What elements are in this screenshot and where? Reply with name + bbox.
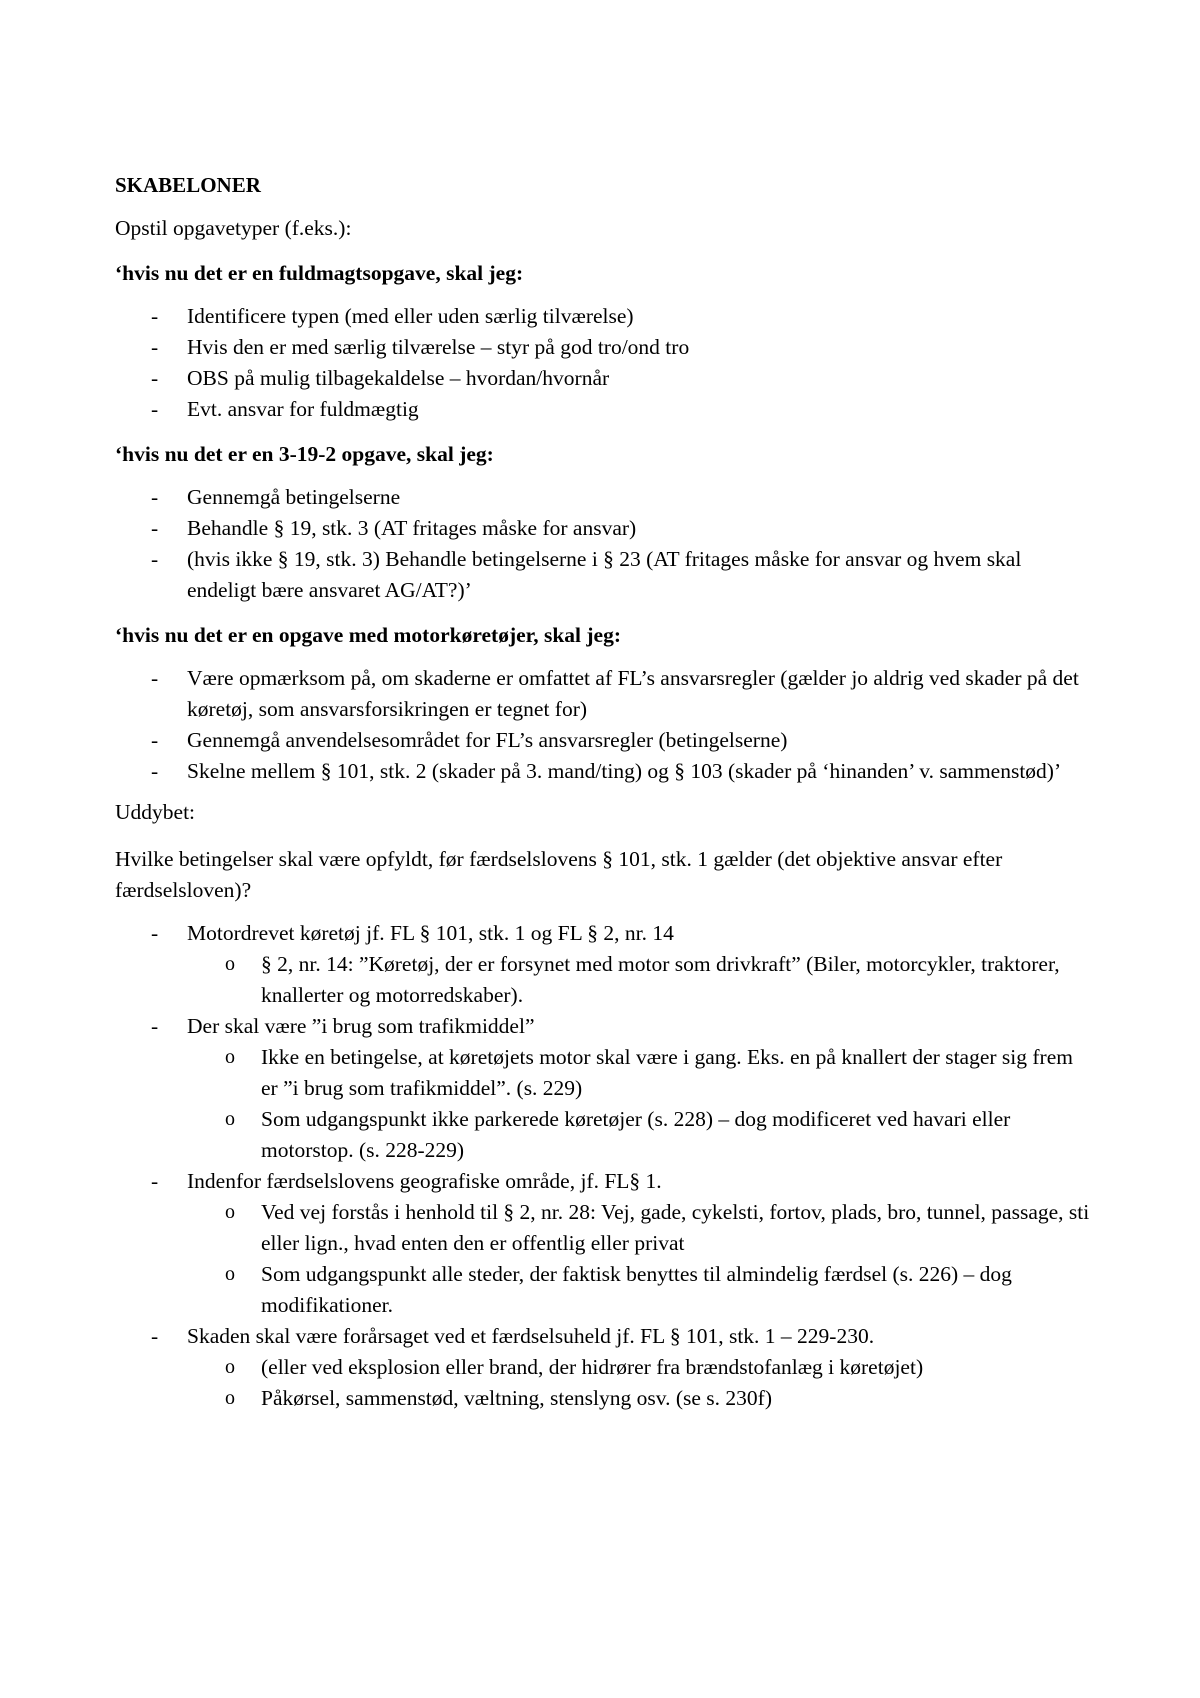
- sub-item-text: Påkørsel, sammenstød, væltning, stenslyng osv. (se s. 230f): [261, 1386, 772, 1410]
- dash-marker: -: [151, 1324, 159, 1348]
- list-item-text: Evt. ansvar for fuldmægtig: [187, 397, 419, 421]
- list-item: [115, 301, 1095, 332]
- sub-list: [187, 949, 1095, 1011]
- condition-item: [115, 1011, 1095, 1166]
- section-list-motorkoeretoejer: [115, 663, 1095, 787]
- condition-text: Indenfor færdselslovens geografiske område, jf. FL§ 1.: [187, 1169, 662, 1193]
- section-heading-3-19-2: ‘hvis nu det er en 3-19-2 opgave, skal jeg:: [115, 442, 494, 466]
- circle-bullet-icon: o: [225, 953, 235, 975]
- circle-bullet-icon: o: [225, 1108, 235, 1130]
- dash-marker: -: [151, 728, 159, 752]
- list-item: [115, 725, 1095, 756]
- condition-text: Skaden skal være forårsaget ved et færdselsuheld jf. FL § 101, stk. 1 – 229-230.: [187, 1324, 875, 1348]
- question-paragraph: Hvilke betingelser skal være opfyldt, før færdselslovens § 101, stk. 1 gælder (det objektive ansvar efter færdselsloven)?: [115, 847, 1003, 902]
- dash-marker: -: [151, 759, 159, 783]
- list-item-text: Være opmærksom på, om skaderne er omfattet af FL’s ansvarsregler (gælder jo aldrig ved skader på det køretøj, som ansvarsforsikringen er tegnet for): [187, 666, 1079, 721]
- sub-list: [187, 1352, 1095, 1414]
- sub-item-text: Ved vej forstås i henhold til § 2, nr. 28: Vej, gade, cykelsti, fortov, plads, bro, tunnel, passage, sti eller lign., hvad enten den er offentlig eller privat: [261, 1200, 1090, 1255]
- section-list-3-19-2: [115, 482, 1095, 606]
- list-item: [115, 544, 1095, 606]
- sub-item-text: § 2, nr. 14: ”Køretøj, der er forsynet med motor som drivkraft” (Biler, motorcykler, traktorer, knallerter og motorredskaber).: [261, 952, 1060, 1007]
- list-item: [115, 513, 1095, 544]
- list-item: [115, 394, 1095, 425]
- section-heading-fuldmagt: ‘hvis nu det er en fuldmagtsopgave, skal jeg:: [115, 261, 524, 285]
- dash-marker: -: [151, 397, 159, 421]
- circle-bullet-icon: o: [225, 1356, 235, 1378]
- circle-bullet-icon: o: [225, 1046, 235, 1068]
- circle-bullet-icon: o: [225, 1201, 235, 1223]
- list-item-text: Behandle § 19, stk. 3 (AT fritages måske for ansvar): [187, 516, 637, 540]
- dash-marker: -: [151, 366, 159, 390]
- condition-item: [115, 1166, 1095, 1321]
- uddybet-label: Uddybet:: [115, 800, 196, 824]
- condition-text: Motordrevet køretøj jf. FL § 101, stk. 1 og FL § 2, nr. 14: [187, 921, 674, 945]
- list-item-text: Gennemgå anvendelsesområdet for FL’s ansvarsregler (betingelserne): [187, 728, 788, 752]
- list-item: [115, 756, 1095, 787]
- sub-list: [187, 1042, 1095, 1166]
- list-item-text: Identificere typen (med eller uden særlig tilværelse): [187, 304, 634, 328]
- dash-marker: -: [151, 666, 159, 690]
- circle-bullet-icon: o: [225, 1263, 235, 1285]
- dash-marker: -: [151, 1014, 159, 1038]
- conditions-list: [115, 918, 1095, 1414]
- intro-paragraph: Opstil opgavetyper (f.eks.):: [115, 216, 352, 240]
- list-item-text: Skelne mellem § 101, stk. 2 (skader på 3. mand/ting) og § 103 (skader på ‘hinanden’ v. sammenstød)’: [187, 759, 1062, 783]
- list-item: [115, 482, 1095, 513]
- circle-bullet-icon: o: [225, 1387, 235, 1409]
- condition-item: [115, 918, 1095, 1011]
- section-heading-motorkoeretoejer: ‘hvis nu det er en opgave med motorkøretøjer, skal jeg:: [115, 623, 621, 647]
- sub-item-text: Som udgangspunkt alle steder, der faktisk benyttes til almindelig færdsel (s. 226) – dog modifikationer.: [261, 1262, 1012, 1317]
- condition-text: Der skal være ”i brug som trafikmiddel”: [187, 1014, 535, 1038]
- dash-marker: -: [151, 921, 159, 945]
- list-item-text: Hvis den er med særlig tilværelse – styr på god tro/ond tro: [187, 335, 690, 359]
- sub-list: [187, 1197, 1095, 1321]
- section-list-fuldmagt: [115, 301, 1095, 425]
- sub-item-text: Som udgangspunkt ikke parkerede køretøjer (s. 228) – dog modificeret ved havari eller motorstop. (s. 228-229): [261, 1107, 1011, 1162]
- list-item-text: (hvis ikke § 19, stk. 3) Behandle betingelserne i § 23 (AT fritages måske for ansvar og hvem skal endeligt bære ansvaret AG/AT?)’: [187, 547, 1022, 602]
- dash-marker: -: [151, 304, 159, 328]
- dash-marker: -: [151, 1169, 159, 1193]
- dash-marker: -: [151, 335, 159, 359]
- dash-marker: -: [151, 485, 159, 509]
- sub-list-item: [115, 1104, 1095, 1166]
- list-item: [115, 332, 1095, 363]
- dash-marker: -: [151, 516, 159, 540]
- sub-list-item: [115, 1042, 1095, 1104]
- document-page: [115, 160, 1095, 1414]
- condition-item: [115, 1321, 1095, 1414]
- list-item: [115, 663, 1095, 725]
- sub-list-item: [115, 1197, 1095, 1259]
- dash-marker: -: [151, 547, 159, 571]
- sub-list-item: [115, 1352, 1095, 1383]
- sub-list-item: [115, 1383, 1095, 1414]
- document-title: SKABELONER: [115, 173, 261, 197]
- list-item-text: OBS på mulig tilbagekaldelse – hvordan/hvornår: [187, 366, 610, 390]
- sub-list-item: [115, 949, 1095, 1011]
- sub-list-item: [115, 1259, 1095, 1321]
- sub-item-text: (eller ved eksplosion eller brand, der hidrører fra brændstofanlæg i køretøjet): [261, 1355, 924, 1379]
- list-item-text: Gennemgå betingelserne: [187, 485, 401, 509]
- list-item: [115, 363, 1095, 394]
- sub-item-text: Ikke en betingelse, at køretøjets motor skal være i gang. Eks. en på knallert der stager sig frem er ”i brug som trafikmiddel”. (s. 229): [261, 1045, 1073, 1100]
